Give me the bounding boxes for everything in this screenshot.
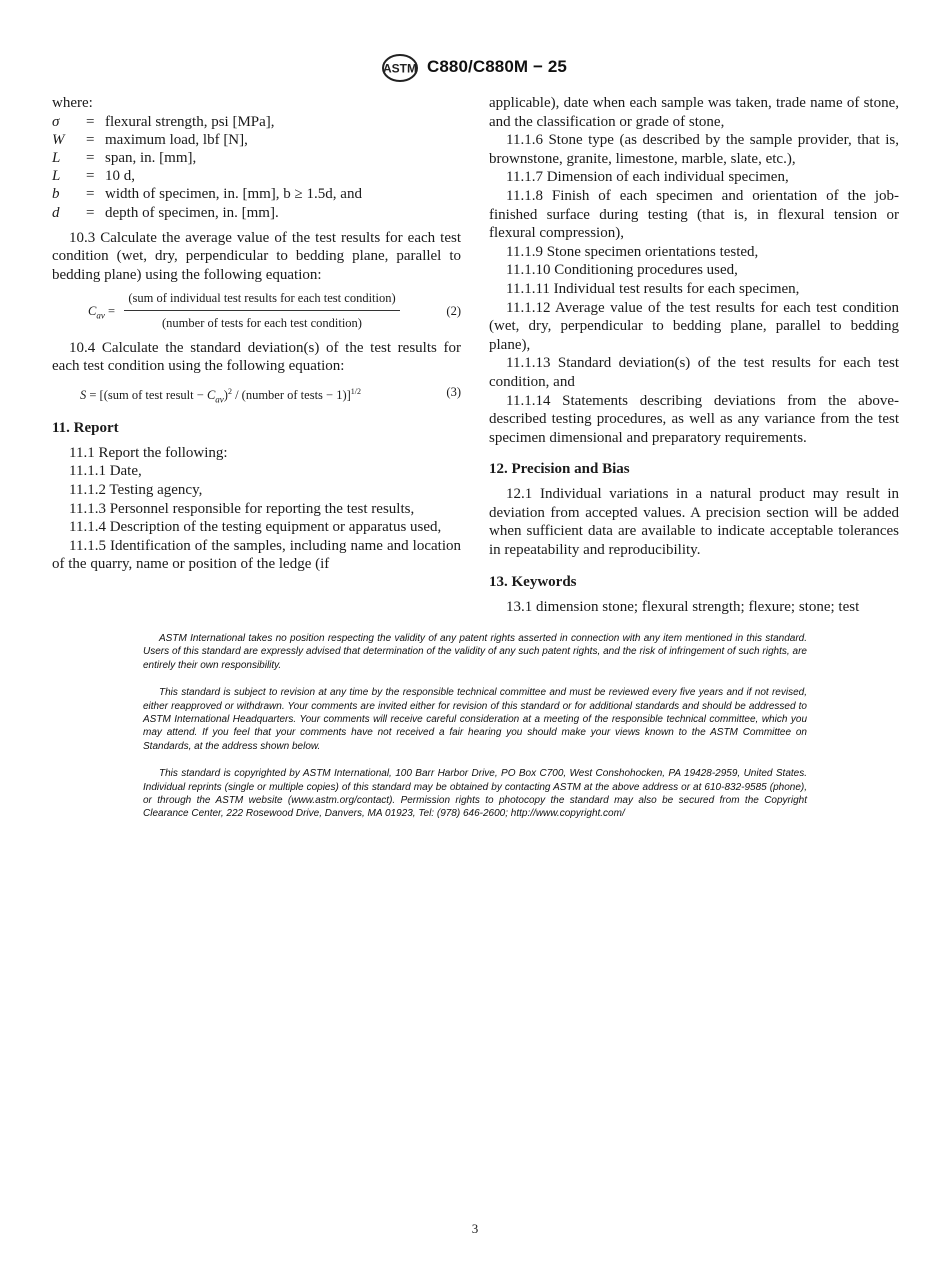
report-item: 11.1.12 Average value of the test results for each test condition (wet, dry, perpendicular to bedding plane, parallel to bedding plane), bbox=[489, 299, 899, 353]
paragraph-10-3: 10.3 Calculate the average value of the test results for each test condition (wet, dry, perpendicular to bedding plane, parallel to bedding plane) using the following equation: bbox=[52, 229, 461, 283]
where-label: where: bbox=[52, 95, 93, 111]
report-item: 11.1.3 Personnel responsible for reporting the test results, bbox=[69, 500, 415, 517]
equation-lhs: $C_{av}$ = bbox=[88, 303, 116, 321]
report-item-continued: applicable), date when each sample was taken, trade name of stone, and the classification or grade of stone, bbox=[489, 95, 899, 130]
section-heading-precision: 12. Precision and Bias bbox=[489, 461, 630, 478]
report-item: 11.1.2 Testing agency, bbox=[69, 481, 203, 498]
report-item: 11.1 Report the following: bbox=[69, 444, 228, 461]
report-item: 11.1.5 Identification of the samples, including name and location of the quarry, name or position of the ledge (if bbox=[52, 537, 461, 573]
section-heading-report: 11. Report bbox=[52, 419, 119, 436]
standard-code: C880/C880M − 25 bbox=[427, 57, 567, 76]
right-column bbox=[489, 94, 899, 616]
report-item: 11.1.7 Dimension of each individual specimen, bbox=[506, 169, 789, 186]
definition-row: L = span, in. [mm], bbox=[52, 150, 197, 166]
svg-text:ASTM: ASTM bbox=[383, 61, 417, 76]
equation-number: (3) bbox=[446, 384, 461, 399]
revision-notice: This standard is subject to revision at any time by the responsible technical committee and must be reviewed every five years and if not revised, either reapproved or withdrawn. Your comments are invited either for revision of this standard or for additional standards and should be addressed to ASTM International Headquarters. Your comments will receive careful consideration at a meeting of the responsible technical committee, which you may attend. If you feel that your comments have not received a fair hearing you should make your views known to the ASTM Committee on Standards, at the address shown below. bbox=[143, 687, 807, 752]
equation-body: S = [(sum of test result − $C_{av})^2$ / (number of tests − 1)]$^{1/2}$ bbox=[80, 386, 362, 405]
report-item: 11.1.11 Individual test results for each specimen, bbox=[506, 280, 800, 297]
section-heading-keywords: 13. Keywords bbox=[489, 573, 577, 590]
definition-row: W = maximum load, lbf [N], bbox=[52, 131, 248, 148]
page-number: 3 bbox=[471, 1221, 479, 1236]
patent-notice: ASTM International takes no position respecting the validity of any patent rights asserted in connection with any item mentioned in this standard. Users of this standard are expressly advised that determination of the validity of any such patent rights, and the risk of infringement of such rights, are entirely their own responsibility. bbox=[143, 633, 807, 671]
page-header bbox=[0, 54, 950, 84]
report-item: 11.1.1 Date, bbox=[69, 463, 142, 480]
left-column bbox=[52, 94, 461, 574]
paragraph-10-4: 10.4 Calculate the standard deviation(s) of the test results for each test condition using the following equation: bbox=[52, 339, 461, 375]
report-item: 11.1.13 Standard deviation(s) of the test results for each test condition, and bbox=[489, 355, 899, 390]
astm-logo-icon bbox=[381, 54, 419, 82]
paragraph-12-1: 12.1 Individual variations in a natural product may result in deviation from accepted values. A precision section will be added when sufficient data are available to indicate acceptable tolerances in repeatability and reproducibility. bbox=[489, 486, 899, 559]
legal-notices bbox=[143, 632, 807, 835]
report-item: 11.1.14 Statements describing deviations from the above-described testing procedures, as well as any variance from the test specimen dimensional and preparatory requirements. bbox=[489, 392, 899, 446]
variable-definitions bbox=[52, 113, 461, 222]
report-item: 11.1.10 Conditioning procedures used, bbox=[506, 262, 738, 279]
equation-denominator: (number of tests for each test condition) bbox=[162, 316, 362, 331]
definition-row: d = depth of specimen, in. [mm]. bbox=[52, 204, 279, 221]
equation-2 bbox=[52, 289, 461, 333]
report-item: 11.1.4 Description of the testing equipment or apparatus used, bbox=[69, 519, 442, 536]
copyright-notice: This standard is copyrighted by ASTM International, 100 Barr Harbor Drive, PO Box C700, West Conshohocken, PA 19428-2959, United States. Individual reprints (single or multiple copies) of this standard may be obtained by contacting ASTM at the above address or at 610-832-9585 (phone), or through the ASTM website (www.astm.org/contact). Permission rights to photocopy the standard may also be secured from the Copyright Clearance Center, 222 Rosewood Drive, Danvers, MA 01923, Tel: (978) 646-2600; http://www.copyright.com/ bbox=[143, 768, 807, 820]
paragraph-13-1: 13.1 dimension stone; flexural strength; flexure; stone; test bbox=[506, 598, 860, 615]
report-item: 11.1.6 Stone type (as described by the sample provider, that is, brownstone, granite, limestone, marble, slate, etc.), bbox=[489, 132, 899, 167]
definition-row: σ = flexural strength, psi [MPa], bbox=[52, 113, 275, 130]
report-item: 11.1.8 Finish of each specimen and orientation of the job-finished surface during testing (that is, in flexural tension or flexural compression), bbox=[489, 187, 899, 242]
equation-3 bbox=[52, 380, 461, 406]
equation-fraction bbox=[124, 289, 400, 333]
equation-numerator: (sum of individual test results for each test condition) bbox=[124, 289, 400, 312]
definition-row: L = 10 d, bbox=[52, 168, 135, 185]
definition-row: b = width of specimen, in. [mm], b ≥ 1.5d, and bbox=[52, 186, 362, 203]
equation-number: (2) bbox=[446, 303, 461, 318]
report-item: 11.1.9 Stone specimen orientations tested, bbox=[506, 243, 759, 260]
